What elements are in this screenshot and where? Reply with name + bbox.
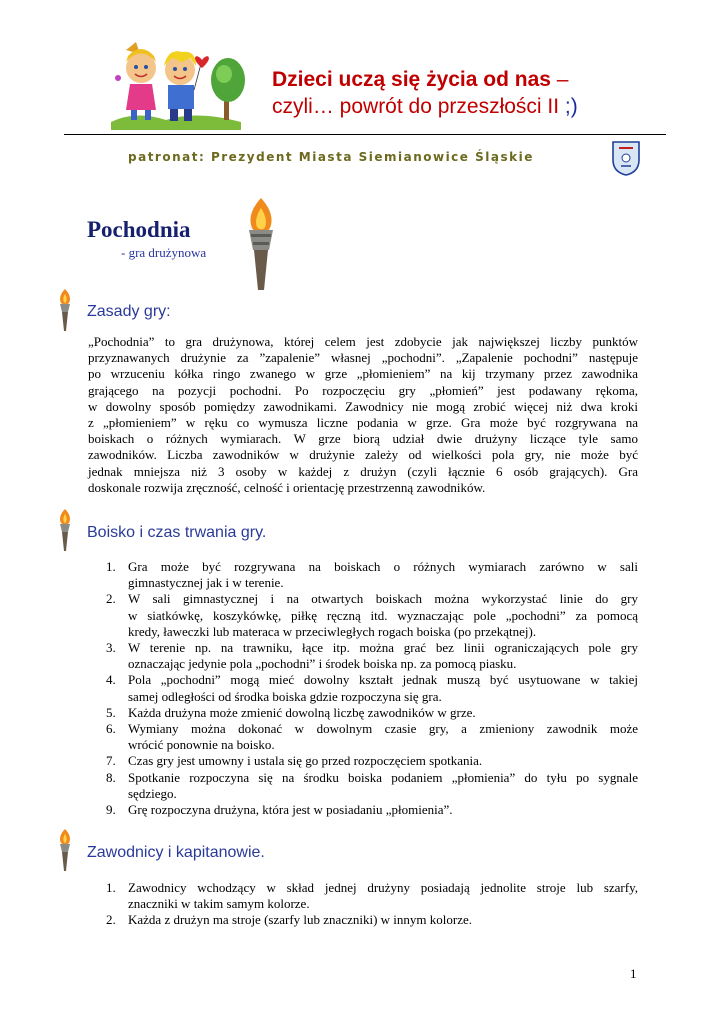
paragraph-line: „Pochodnia” to gra drużynowa, której celem jest zdobycie jak największej liczby punktów	[88, 334, 638, 349]
list-number: 2.	[106, 591, 116, 607]
list-item	[88, 721, 638, 753]
list-item-line: oznaczając jedynie pola „pochodni” i środek boiska np. za pomocą piasku.	[128, 656, 517, 672]
rules-paragraph	[88, 334, 638, 496]
torch-icon	[56, 508, 74, 552]
list-number: 5.	[106, 704, 116, 720]
list-item	[88, 912, 638, 928]
paragraph-line: przyznawanych drużynie za ”zapalenie” własnej „pochodni”. „Zapalenie pochodni” następuje	[88, 350, 638, 366]
list-item	[88, 672, 638, 704]
list-item-line: Czas gry jest umowny i ustala się go przed rozpoczęciem spotkania.	[128, 753, 483, 769]
list-item	[88, 753, 638, 769]
list-item-line: W sali gimnastycznej i na otwartych boiskach można wykorzystać linie do gry	[128, 591, 638, 607]
list-number: 7.	[106, 753, 116, 769]
paragraph-line: jednak mniejsza niż 3 osoby w każdej z drużyn (czyli łącznie 6 osób grających). Gra	[88, 463, 638, 479]
list-item-line: samej odległości od środka boiska gdzie rozpoczyna się gra.	[128, 688, 442, 704]
section-heading: Boisko i czas trwania gry.	[87, 524, 267, 541]
header-subtitle: czyli… powrót do przeszłości II ;)	[272, 95, 578, 118]
list-number: 4.	[106, 672, 116, 688]
list-number: 1.	[106, 880, 116, 895]
field-rules-list	[88, 559, 638, 818]
torch-icon	[240, 196, 282, 294]
section-heading: Zasady gry:	[87, 303, 171, 320]
paragraph-line: po wrzuceniu kółka ringo zwanego w grze „płomieniem” na kij trzymany przez zawodnika	[88, 366, 638, 382]
list-item	[88, 802, 638, 818]
list-item-line: Spotkanie rozpoczyna się na środku boiska podaniem „płomienia” do tyłu po sygnale	[128, 769, 638, 785]
list-number: 6.	[106, 721, 116, 737]
section-heading: Zawodnicy i kapitanowie.	[87, 844, 265, 861]
paragraph-line: boiskach o różnych wymiarach. W grze biorą udział dwie drużyny liczące tyle samo	[88, 431, 638, 447]
paragraph-line: grającego na pozycji pochodni. Po rozpoczęciu gry „płomień” jest podawany rękoma,	[88, 382, 638, 398]
page-number: 1	[630, 966, 637, 981]
list-item-line: sędziego.	[128, 785, 177, 801]
list-item-line: Każda drużyna może zmienić dowolną liczbę zawodników w grze.	[128, 704, 476, 720]
list-item	[88, 705, 638, 721]
players-list	[88, 880, 638, 929]
header-divider	[64, 134, 666, 135]
doc-subtitle: - gra drużynowa	[121, 245, 207, 260]
doc-title: Pochodnia	[87, 217, 191, 242]
kids-logo	[106, 40, 246, 130]
list-number: 2.	[106, 912, 116, 928]
list-item	[88, 770, 638, 802]
list-number: 8.	[106, 769, 116, 785]
list-item-line: Gra może być rozgrywana na boiskach o różnych wymiarach zarówno w sali	[128, 559, 638, 574]
list-number: 3.	[106, 640, 116, 656]
list-item-line: Wymiany można dokonać w dowolnym czasie gry, a zmieniony zawodnik może	[128, 721, 638, 737]
list-item-line: W terenie np. na trawniku, łące itp. można grać bez linii ograniczających pole gry	[128, 640, 638, 656]
torch-icon	[56, 828, 74, 872]
list-item-line: w siatkówkę, koszykówkę, piłkę ręczną itd. wyznaczając pole „pochodni” za pomocą	[128, 607, 638, 623]
city-crest-icon	[611, 140, 641, 176]
list-item-line: Grę rozpoczyna drużyna, która jest w posiadaniu „płomienia”.	[128, 802, 453, 818]
list-item-line: gimnastycznej jak i w terenie.	[128, 575, 284, 591]
list-number: 1.	[106, 559, 116, 574]
list-item-line: Każda z drużyn ma stroje (szarfy lub znaczniki) w innym kolorze.	[128, 912, 473, 928]
list-item-line: Zawodnicy wchodzący w skład jednej drużyny posiadają jednolite stroje lub szarfy,	[128, 880, 638, 895]
list-item-line: Pola „pochodni” mogą mieć dowolny kształt jednak muszą być usytuowane w takiej	[128, 672, 638, 688]
list-number: 9.	[106, 802, 116, 818]
list-item-line: kredy, ławeczki lub materaca w przeciwległych rogach boiska (po przekątnej).	[128, 623, 537, 639]
paragraph-line: zawodników. Liczba zawodników w drużynie zależy od wielkości pola gry, nie może być	[88, 447, 638, 463]
list-item-line: wrócić ponownie na boisko.	[128, 737, 275, 753]
list-item	[88, 640, 638, 672]
list-item	[88, 591, 638, 640]
header-title: Dzieci uczą się życia od nas –	[272, 68, 569, 91]
paragraph-line: z „płomieniem” w ręku co wymusza liczne podania w grze. Gra może być rozgrywana na	[88, 415, 638, 431]
list-item	[88, 880, 638, 912]
patron-line: patronat: Prezydent Miasta Siemianowice Śląskie	[128, 150, 534, 164]
torch-icon	[56, 288, 74, 332]
paragraph-line: w dowolny sposób pomiędzy zawodnikami. Zawodnicy nie mogą zrobić więcej niż dwa kroki	[88, 398, 638, 414]
list-item-line: znaczniki w takim samym kolorze.	[128, 896, 310, 912]
paragraph-line: doskonale rozwija zręczność, celność i orientację przestrzenną zawodników.	[88, 479, 486, 495]
list-item	[88, 559, 638, 591]
